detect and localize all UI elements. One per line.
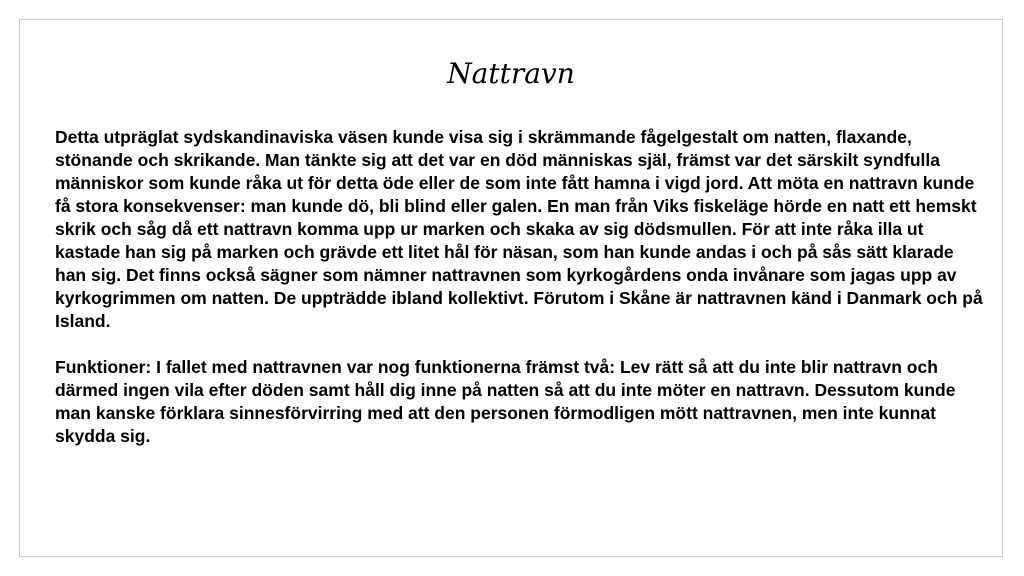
body-paragraph-functions: Funktioner: I fallet med nattravnen var nog funktionerna främst två: Lev rätt så att du inte blir nattravn och därmed ingen vila efter döden samt håll dig inne på natten så att du inte möter en nattravn. Dessutom kunde man kanske förklara sinnesförvirring med att den personen förmodligen mött nattravnen, men inte kunnat skydda sig. [55,357,956,446]
slide-title: Nattravn [447,57,575,90]
body-paragraph-description: Detta utpräglat sydskandinaviska väsen kunde visa sig i skrämmande fågelgestalt om natten, flaxande, stönande och skrikande. Man tänkte sig att det var en död människas själ, främst var det särskilt syndfulla människor som kunde råka ut för detta öde eller de som inte fått hamna i vigd jord. Att möta en nattravn kunde få stora konsekvenser: man kunde dö, bli blind eller galen. En man från Viks fiskeläge hörde en natt ett hemskt skrik och såg då ett nattravn komma upp ur marken och skaka av sig dödsmullen. För att inte råka illa ut kastade han sig på marken och grävde ett litet hål för näsan, som han kunde andas i och på sås sätt klarade han sig. Det finns också sägner som nämner nattravnen som kyrkogårdens onda invånare som jagas upp av kyrkogrimmen om natten. De uppträdde ibland kollektivt. Förutom i Skåne är nattravnen känd i Danmark och på Island. [55,127,983,331]
slide-frame [19,19,1003,557]
slide-body [55,126,983,471]
